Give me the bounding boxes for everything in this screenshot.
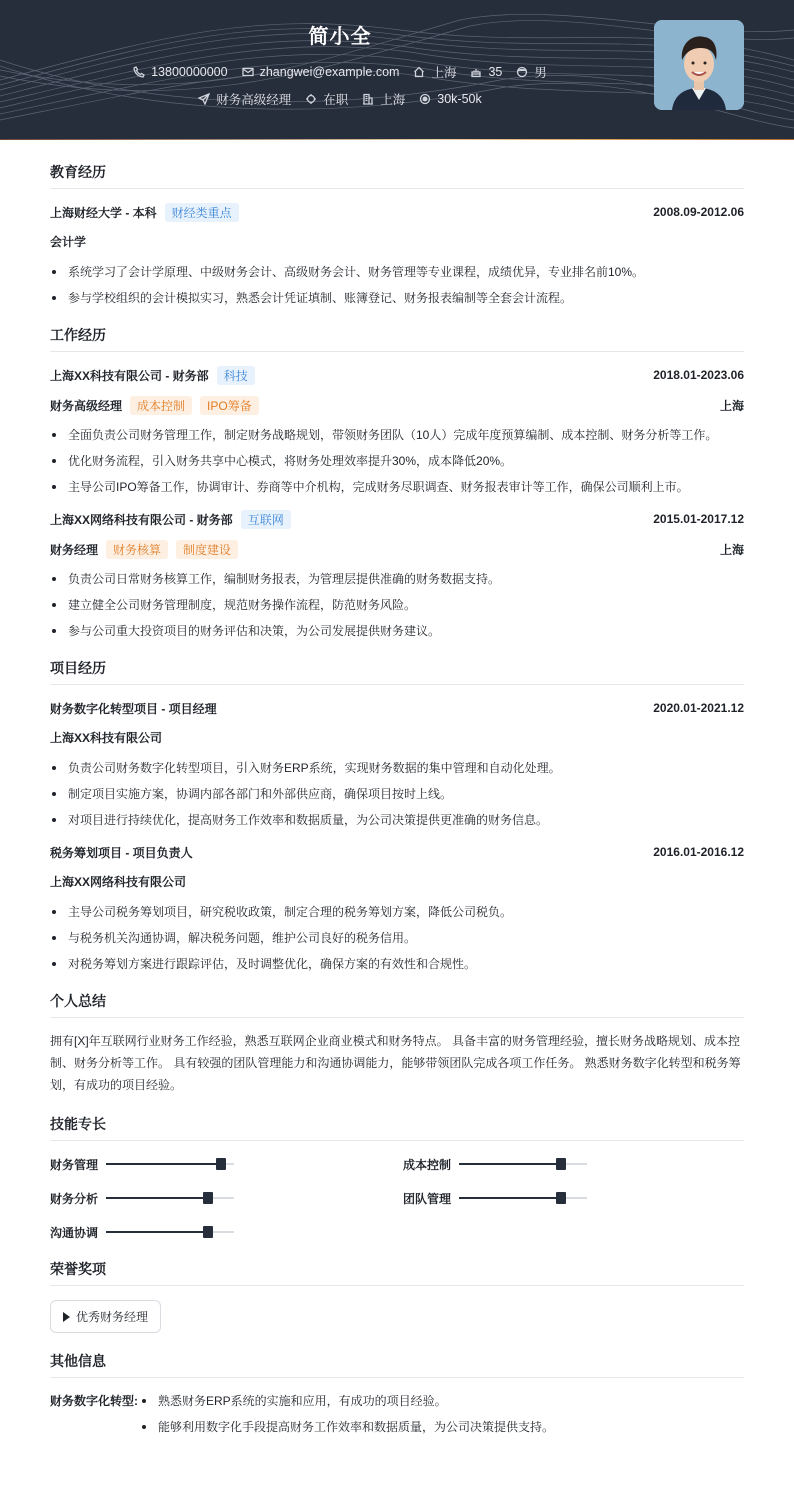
skill-knob — [216, 1158, 226, 1170]
summary-text: 拥有[X]年互联网行业财务工作经验，熟悉互联网企业商业模式和财务特点。 具备丰富的财务管理经验，擅长财务战略规划、成本控制、财务分析等工作。 具有较强的团队管理能力和沟通协调能力，能够带领团队完成各项工作任务。 熟悉财务数字化转型和税务筹划，有成功的项目经验。 — [50, 1034, 741, 1092]
building-icon — [362, 93, 374, 105]
list-item: 对税务筹划方案进行跟踪评估，及时调整优化，确保方案的有效性和合规性。 — [50, 955, 744, 973]
list-item: 能够利用数字化手段提高财务工作效率和数据质量，为公司决策提供支持。 — [140, 1418, 744, 1436]
list-item: 主导公司IPO筹备工作，协调审计、券商等中介机构，完成财务尽职调查、财务报表审计等工作，确保公司顺利上市。 — [50, 478, 744, 496]
work-location: 上海 — [719, 398, 744, 413]
project-company: 上海XX科技有限公司 — [50, 731, 163, 745]
list-item: 熟悉财务ERP系统的实施和应用，有成功的项目经验。 — [140, 1392, 744, 1410]
skill-bar — [106, 1197, 234, 1199]
skill-name: 团队管理 — [403, 1191, 452, 1206]
skill-bar — [459, 1163, 587, 1165]
work-date: 2015.01-2017.12 — [653, 512, 744, 526]
skill-bar — [106, 1163, 234, 1165]
list-item: 优化财务流程，引入财务共享中心模式，将财务处理效率提升30%，成本降低20%。 — [50, 452, 744, 470]
section-summary — [50, 991, 744, 1096]
list-item: 主导公司税务筹划项目，研究税收政策，制定合理的税务筹划方案，降低公司税负。 — [50, 903, 744, 921]
company-name: 上海XX科技有限公司 - 财务部 — [50, 368, 209, 383]
skill-knob — [556, 1158, 566, 1170]
status-icon — [305, 93, 317, 105]
section-awards — [50, 1259, 744, 1333]
skill-name: 财务管理 — [50, 1157, 99, 1172]
position-tag: 成本控制 — [130, 396, 192, 415]
work-date: 2018.01-2023.06 — [653, 368, 744, 382]
position-row — [50, 540, 744, 558]
position-title: 财务高级经理 — [50, 398, 123, 413]
work-header — [50, 510, 744, 528]
project-company: 上海XX网络科技有限公司 — [50, 875, 187, 889]
education-bullets — [50, 263, 744, 307]
skill-item — [403, 1155, 744, 1173]
skill-knob — [203, 1192, 213, 1204]
project-name: 税务筹划项目 - 项目负责人 — [50, 845, 193, 860]
position-title: 财务经理 — [50, 542, 99, 557]
school-name: 上海财经大学 - 本科 — [50, 205, 157, 220]
section-other — [50, 1351, 744, 1458]
award-toggle-button[interactable] — [50, 1300, 161, 1333]
resume-header — [0, 0, 794, 140]
list-item: 全面负责公司财务管理工作，制定财务战略规划，带领财务团队（10人）完成年度预算编制、成本控制、财务分析等工作。 — [50, 426, 744, 444]
section-title: 荣誉奖项 — [50, 1259, 744, 1286]
position-tag: 制度建设 — [176, 540, 238, 559]
work-location: 上海 — [719, 542, 744, 557]
list-item: 负责公司日常财务核算工作，编制财务报表，为管理层提供准确的财务数据支持。 — [50, 570, 744, 588]
header-accent-bar — [0, 139, 794, 140]
mail-icon — [242, 66, 254, 78]
other-info-row — [50, 1392, 744, 1458]
school-tag: 财经类重点 — [165, 203, 239, 222]
work-bullets — [50, 570, 744, 640]
section-title: 其他信息 — [50, 1351, 744, 1378]
phone-icon — [133, 66, 145, 78]
list-item: 与税务机关沟通协调，解决税务问题，维护公司良好的税务信用。 — [50, 929, 744, 947]
skill-name: 成本控制 — [403, 1157, 452, 1172]
project-header — [50, 843, 744, 861]
skill-name: 财务分析 — [50, 1191, 99, 1206]
project-bullets — [50, 903, 744, 973]
industry-tag: 科技 — [217, 366, 255, 385]
list-item: 负责公司财务数字化转型项目，引入财务ERP系统，实现财务数据的集中管理和自动化处理。 — [50, 759, 744, 777]
skill-name: 沟通协调 — [50, 1225, 99, 1240]
section-title: 技能专长 — [50, 1114, 744, 1141]
avatar-portrait-icon — [654, 20, 744, 110]
send-icon — [198, 93, 210, 105]
education-header — [50, 203, 744, 221]
skill-item — [50, 1155, 403, 1173]
position-tag: 财务核算 — [106, 540, 168, 559]
intent-position: 财务高级经理 — [198, 90, 291, 108]
resume-body — [0, 140, 794, 1496]
major: 会计学 — [50, 235, 87, 249]
skill-item — [50, 1223, 403, 1241]
contact-location: 上海 — [413, 63, 456, 81]
contact-gender: 男 — [516, 63, 547, 81]
skill-bar — [106, 1231, 234, 1233]
project-date: 2016.01-2016.12 — [653, 845, 744, 859]
work-header — [50, 366, 744, 384]
section-skills — [50, 1114, 744, 1241]
skill-knob — [556, 1192, 566, 1204]
intent-city: 上海 — [362, 90, 405, 108]
industry-tag: 互联网 — [241, 510, 291, 529]
section-title: 个人总结 — [50, 991, 744, 1018]
intent-salary: 30k-50k — [419, 90, 481, 108]
project-bullets — [50, 759, 744, 829]
other-info-bullets — [140, 1392, 744, 1444]
home-icon — [413, 66, 425, 78]
cake-icon — [470, 66, 482, 78]
section-education — [50, 162, 744, 307]
company-name: 上海XX网络科技有限公司 - 财务部 — [50, 512, 233, 527]
project-header — [50, 699, 744, 717]
job-intent-row — [0, 90, 680, 108]
list-item: 参与学校组织的会计模拟实习，熟悉会计凭证填制、账簿登记、财务报表编制等全套会计流程。 — [50, 289, 744, 307]
play-triangle-icon — [63, 1312, 70, 1322]
section-title: 教育经历 — [50, 162, 744, 189]
section-title: 工作经历 — [50, 325, 744, 352]
list-item: 对项目进行持续优化，提高财务工作效率和数据质量，为公司决策提供更准确的财务信息。 — [50, 811, 744, 829]
education-date: 2008.09-2012.06 — [653, 205, 744, 219]
skill-bar — [459, 1197, 587, 1199]
contact-phone: 13800000000 — [133, 63, 227, 81]
position-row — [50, 396, 744, 414]
list-item: 建立健全公司财务管理制度，规范财务操作流程，防范财务风险。 — [50, 596, 744, 614]
skill-item — [50, 1189, 403, 1207]
project-name: 财务数字化转型项目 - 项目经理 — [50, 701, 217, 716]
list-item: 参与公司重大投资项目的财务评估和决策，为公司发展提供财务建议。 — [50, 622, 744, 640]
project-date: 2020.01-2021.12 — [653, 701, 744, 715]
work-bullets — [50, 426, 744, 496]
other-info-label: 财务数字化转型: — [50, 1394, 138, 1408]
list-item: 系统学习了会计学原理、中级财务会计、高级财务会计、财务管理等专业课程，成绩优异，专业排名前10%。 — [50, 263, 744, 281]
salary-icon — [419, 93, 431, 105]
skills-grid — [50, 1155, 744, 1241]
position-tag: IPO筹备 — [200, 396, 259, 415]
candidate-name: 简小全 — [308, 26, 372, 48]
award-label: 优秀财务经理 — [76, 1310, 149, 1324]
list-item: 制定项目实施方案，协调内部各部门和外部供应商，确保项目按时上线。 — [50, 785, 744, 803]
avatar — [654, 20, 744, 110]
section-title: 项目经历 — [50, 658, 744, 685]
section-work — [50, 325, 744, 640]
intent-status: 在职 — [305, 90, 348, 108]
contact-row — [0, 63, 680, 81]
contact-email: zhangwei@example.com — [242, 63, 400, 81]
skill-knob — [203, 1226, 213, 1238]
skill-item — [403, 1189, 744, 1207]
section-projects — [50, 658, 744, 973]
gender-icon — [516, 66, 528, 78]
contact-age: 35 — [470, 63, 502, 81]
